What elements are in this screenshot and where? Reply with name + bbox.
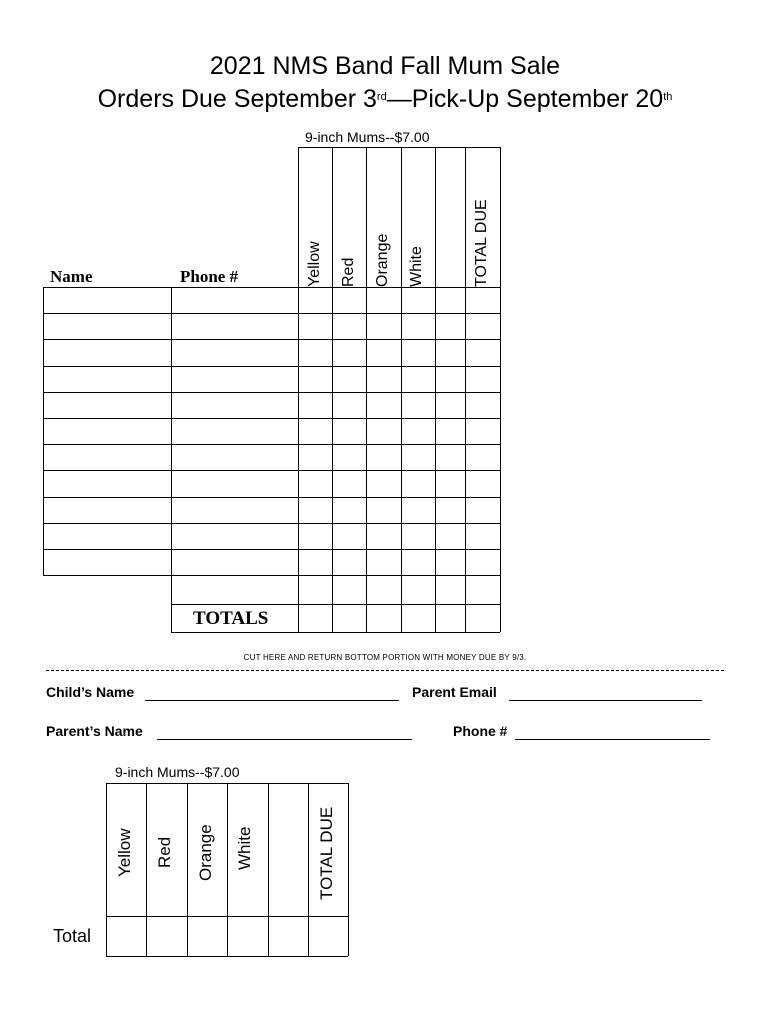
quantity-cell[interactable]	[465, 523, 500, 549]
return-color-header-white: White	[235, 826, 254, 870]
quantity-cell[interactable]	[366, 470, 401, 497]
phone-cell[interactable]	[171, 339, 298, 366]
quantity-cell[interactable]	[366, 392, 401, 418]
name-cell[interactable]	[43, 470, 171, 497]
child-name-label: Child’s Name	[46, 684, 135, 700]
quantity-cell[interactable]	[435, 549, 465, 575]
quantity-cell[interactable]	[435, 339, 465, 366]
name-cell[interactable]	[43, 392, 171, 418]
quantity-cell[interactable]	[298, 287, 332, 313]
grid-column-line	[500, 287, 501, 632]
total-row-label: Total	[53, 926, 92, 946]
parent-email-field[interactable]	[412, 684, 497, 700]
return-column-divider	[348, 783, 349, 956]
quantity-cell[interactable]	[465, 287, 500, 313]
quantity-cell[interactable]	[366, 549, 401, 575]
quantity-cell[interactable]	[401, 549, 435, 575]
cut-instructions: CUT HERE AND RETURN BOTTOM PORTION WITH MONEY DUE BY 9/3.	[243, 653, 527, 662]
return-color-header-yellow: Yellow	[115, 828, 134, 877]
subtitle-sup-th: th	[663, 91, 673, 103]
return-total-cell[interactable]	[227, 916, 268, 956]
quantity-cell[interactable]	[435, 418, 465, 444]
subtitle-pickup: —Pick-Up September 20	[386, 85, 664, 113]
quantity-cell[interactable]	[435, 392, 465, 418]
page-title: 2021 NMS Band Fall Mum Sale	[209, 52, 561, 80]
quantity-cell[interactable]	[298, 313, 332, 339]
totals-cell[interactable]	[298, 604, 332, 632]
quantity-cell[interactable]	[332, 313, 366, 339]
name-cell[interactable]	[43, 339, 171, 366]
quantity-cell[interactable]	[401, 392, 435, 418]
quantity-cell[interactable]	[465, 497, 500, 523]
return-total-cell[interactable]	[308, 916, 348, 956]
quantity-cell[interactable]	[298, 392, 332, 418]
return-total-cell[interactable]	[187, 916, 227, 956]
quantity-cell[interactable]	[366, 366, 401, 392]
totals-cell[interactable]	[465, 604, 500, 632]
quantity-cell[interactable]	[298, 470, 332, 497]
quantity-cell[interactable]	[401, 497, 435, 523]
quantity-cell[interactable]	[366, 313, 401, 339]
quantity-cell[interactable]	[332, 392, 366, 418]
quantity-cell[interactable]	[465, 392, 500, 418]
color-column-divider	[298, 147, 299, 287]
phone-column-header: Phone #	[180, 267, 239, 286]
phone-blank[interactable]	[515, 739, 710, 740]
phone-cell[interactable]	[171, 418, 298, 444]
child-name-blank[interactable]	[145, 700, 399, 701]
child-name-field[interactable]	[46, 684, 134, 700]
quantity-cell[interactable]	[435, 497, 465, 523]
quantity-cell[interactable]	[465, 444, 500, 470]
totals-cell[interactable]	[401, 604, 435, 632]
quantity-cell[interactable]	[465, 470, 500, 497]
quantity-cell[interactable]	[465, 366, 500, 392]
name-cell[interactable]	[43, 287, 171, 313]
phone-cell[interactable]	[171, 313, 298, 339]
phone-cell[interactable]	[171, 392, 298, 418]
quantity-cell[interactable]	[332, 497, 366, 523]
price-header-top-line	[298, 147, 500, 148]
order-price-label: 9-inch Mums--$7.00	[305, 129, 430, 145]
parent-email-blank[interactable]	[509, 700, 702, 701]
totals-cell[interactable]	[366, 604, 401, 632]
quantity-cell[interactable]	[435, 287, 465, 313]
return-total-bottom-line	[106, 956, 348, 957]
quantity-cell[interactable]	[366, 339, 401, 366]
quantity-cell[interactable]	[298, 339, 332, 366]
quantity-cell[interactable]	[332, 523, 366, 549]
quantity-cell[interactable]	[298, 418, 332, 444]
phone-cell[interactable]	[171, 497, 298, 523]
return-color-header-orange: Orange	[196, 824, 215, 881]
quantity-cell[interactable]	[465, 339, 500, 366]
color-column-divider	[401, 147, 402, 287]
cut-line	[46, 670, 724, 671]
color-column-divider	[500, 147, 501, 287]
color-column-divider	[332, 147, 333, 287]
quantity-cell[interactable]	[332, 418, 366, 444]
return-total-cell[interactable]	[268, 916, 308, 956]
quantity-cell[interactable]	[465, 418, 500, 444]
quantity-cell[interactable]	[366, 523, 401, 549]
color-column-divider	[366, 147, 367, 287]
quantity-cell[interactable]	[332, 287, 366, 313]
name-cell[interactable]	[43, 549, 171, 575]
quantity-cell[interactable]	[332, 366, 366, 392]
quantity-cell[interactable]	[332, 549, 366, 575]
quantity-cell[interactable]	[401, 523, 435, 549]
subtitle-sup-rd: rd	[376, 91, 387, 103]
color-header-red: Red	[340, 257, 357, 287]
quantity-cell[interactable]	[465, 549, 500, 575]
phone-cell[interactable]	[171, 523, 298, 549]
name-cell[interactable]	[43, 313, 171, 339]
phone-label: Phone #	[453, 723, 508, 739]
return-price-label: 9-inch Mums--$7.00	[115, 764, 240, 780]
quantity-cell[interactable]	[332, 444, 366, 470]
quantity-cell[interactable]	[366, 418, 401, 444]
quantity-cell[interactable]	[465, 313, 500, 339]
name-cell[interactable]	[43, 523, 171, 549]
parent-name-label: Parent’s Name	[46, 723, 143, 739]
return-total-cell[interactable]	[106, 916, 146, 956]
quantity-cell[interactable]	[332, 470, 366, 497]
table-row-line	[43, 575, 500, 576]
subtitle-orders-due: Orders Due September 3	[97, 85, 377, 113]
name-column-header: Name	[50, 267, 93, 286]
quantity-cell[interactable]	[401, 287, 435, 313]
totals-cell[interactable]	[435, 604, 465, 632]
quantity-cell[interactable]	[366, 287, 401, 313]
quantity-cell[interactable]	[435, 523, 465, 549]
parent-name-field[interactable]	[46, 723, 143, 739]
quantity-cell[interactable]	[298, 366, 332, 392]
return-total-due-header: TOTAL DUE	[317, 806, 336, 900]
quantity-cell[interactable]	[332, 339, 366, 366]
color-header-white: White	[408, 246, 425, 287]
quantity-cell[interactable]	[435, 470, 465, 497]
quantity-cell[interactable]	[401, 418, 435, 444]
parent-name-blank[interactable]	[157, 739, 412, 740]
totals-cell[interactable]	[332, 604, 366, 632]
phone-cell[interactable]	[171, 549, 298, 575]
name-cell[interactable]	[43, 366, 171, 392]
quantity-cell[interactable]	[401, 444, 435, 470]
quantity-cell[interactable]	[366, 444, 401, 470]
quantity-cell[interactable]	[401, 366, 435, 392]
totals-row-bottom-line	[171, 632, 500, 633]
phone-cell[interactable]	[171, 470, 298, 497]
color-column-divider	[465, 147, 466, 287]
page-subtitle	[0, 84, 770, 114]
quantity-cell[interactable]	[401, 313, 435, 339]
name-cell[interactable]	[43, 497, 171, 523]
parent-email-label: Parent Email	[412, 684, 497, 700]
name-cell[interactable]	[43, 444, 171, 470]
quantity-cell[interactable]	[435, 313, 465, 339]
color-header-orange: Orange	[374, 233, 391, 287]
quantity-cell[interactable]	[401, 470, 435, 497]
quantity-cell[interactable]	[435, 366, 465, 392]
quantity-cell[interactable]	[298, 444, 332, 470]
return-total-cell[interactable]	[146, 916, 187, 956]
total-due-header: TOTAL DUE	[473, 199, 490, 287]
quantity-cell[interactable]	[298, 497, 332, 523]
phone-cell[interactable]	[171, 366, 298, 392]
phone-cell[interactable]	[171, 287, 298, 313]
color-column-divider	[435, 147, 436, 287]
quantity-cell[interactable]	[401, 339, 435, 366]
color-header-yellow: Yellow	[306, 241, 323, 287]
quantity-cell[interactable]	[366, 497, 401, 523]
quantity-cell[interactable]	[298, 549, 332, 575]
phone-cell[interactable]	[171, 444, 298, 470]
quantity-cell[interactable]	[435, 444, 465, 470]
quantity-cell[interactable]	[298, 523, 332, 549]
totals-label: TOTALS	[193, 608, 269, 629]
name-cell[interactable]	[43, 418, 171, 444]
phone-field[interactable]	[453, 723, 507, 739]
return-color-header-red: Red	[155, 836, 174, 868]
